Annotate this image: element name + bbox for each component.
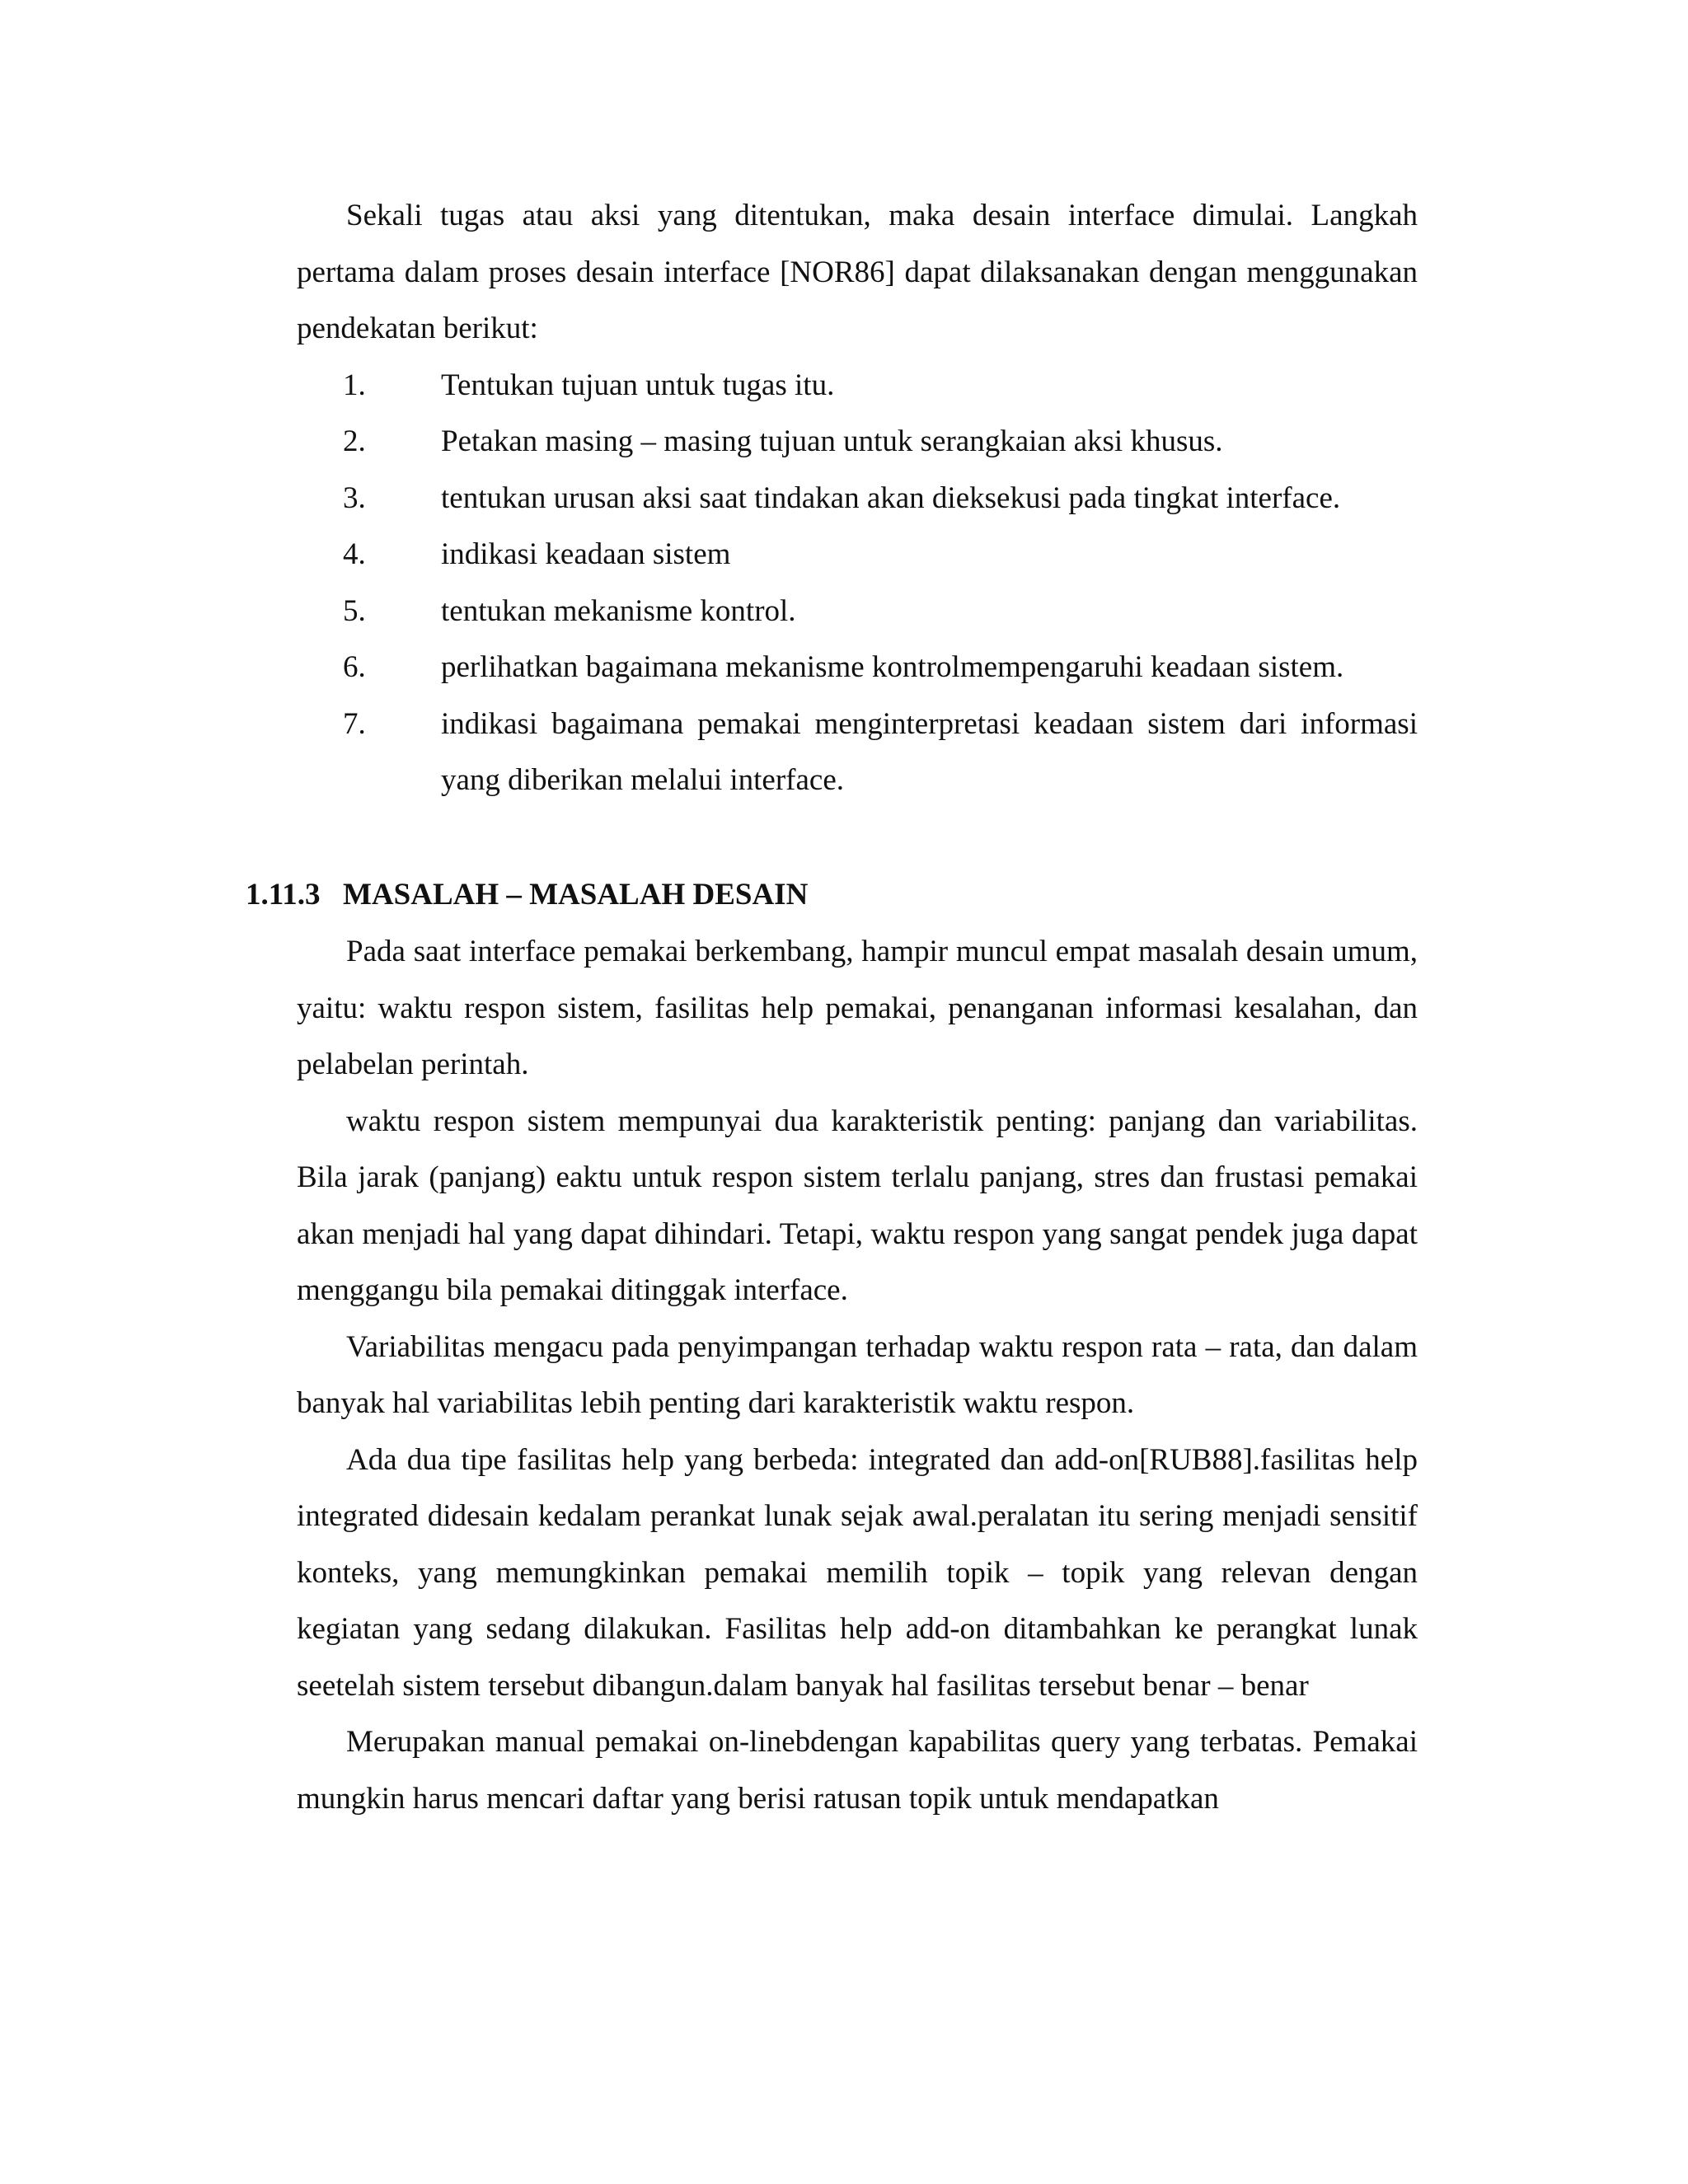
list-item [297, 471, 1418, 527]
list-item-text: tentukan mekanisme kontrol. [441, 593, 796, 628]
list-item-number: 2. [343, 424, 366, 458]
list-item-number: 4. [343, 537, 366, 571]
intro-paragraph: Sekali tugas atau aksi yang ditentukan, maka desain interface dimulai. Langkah pertama dalam proses desain interface [NOR86] dapat dilaksanakan dengan menggunakan pendekatan berikut: [297, 199, 1418, 345]
list-item-text: indikasi bagaimana pemakai menginterpretasi keadaan sistem dari informasi yang diberikan melalui interface. [441, 706, 1418, 797]
list-item-number: 5. [343, 593, 366, 628]
body-paragraph: Ada dua tipe fasilitas help yang berbeda: integrated dan add-on[RUB88].fasilitas help integrated didesain kedalam perankat lunak sejak awal.peralatan itu sering menjadi sensitif konteks, yang memungkinkan pemakai memilih topik – topik yang relevan dengan kegiatan yang sedang dilakukan. Fasilitas help add-on ditambahkan ke perangkat lunak seetelah sistem tersebut dibangun.dalam banyak hal fasilitas tersebut benar – benar [297, 1442, 1418, 1703]
list-item [297, 527, 1418, 583]
list-item [297, 640, 1418, 696]
section-heading [246, 867, 1418, 924]
body-block [297, 924, 1418, 1827]
list-item-number: 3. [343, 480, 366, 515]
list-item-text: indikasi keadaan sistem [441, 537, 731, 571]
list-item-number: 6. [343, 650, 366, 684]
list-item-text: Petakan masing – masing tujuan untuk serangkaian aksi khusus. [441, 424, 1223, 458]
body-paragraph: Merupakan manual pemakai on-linebdengan kapabilitas query yang terbatas. Pemakai mungkin harus mencari daftar yang berisi ratusan topik untuk mendapatkan [297, 1725, 1418, 1816]
list-item-text: Tentukan tujuan untuk tugas itu. [441, 368, 835, 402]
body-paragraph: Pada saat interface pemakai berkembang, hampir muncul empat masalah desain umum, yaitu: waktu respon sistem, fasilitas help pemakai, penanganan informasi kesalahan, dan pelabelan perintah. [297, 935, 1418, 1081]
intro-block [297, 188, 1418, 809]
list-item [297, 696, 1418, 809]
steps-list [297, 358, 1418, 809]
section-number: 1.11.3 [246, 878, 321, 912]
list-item [297, 358, 1418, 415]
list-item-text: tentukan urusan aksi saat tindakan akan dieksekusi pada tingkat interface. [441, 480, 1341, 515]
body-paragraph: Variabilitas mengacu pada penyimpangan terhadap waktu respon rata – rata, dan dalam banyak hal variabilitas lebih penting dari karakteristik waktu respon. [297, 1329, 1418, 1420]
section-title: MASALAH – MASALAH DESAIN [343, 878, 809, 912]
body-paragraph: waktu respon sistem mempunyai dua karakteristik penting: panjang dan variabilitas. Bila jarak (panjang) eaktu untuk respon sistem terlalu panjang, stres dan frustasi pemakai akan menjadi hal yang dapat dihindari. Tetapi, waktu respon yang sangat pendek juga dapat menggangu bila pemakai ditinggak interface. [297, 1104, 1418, 1307]
list-item-number: 7. [343, 706, 366, 741]
list-item-number: 1. [343, 368, 366, 402]
list-item [297, 583, 1418, 640]
list-item [297, 414, 1418, 471]
list-item-text: perlihatkan bagaimana mekanisme kontrolmempengaruhi keadaan sistem. [441, 650, 1344, 684]
